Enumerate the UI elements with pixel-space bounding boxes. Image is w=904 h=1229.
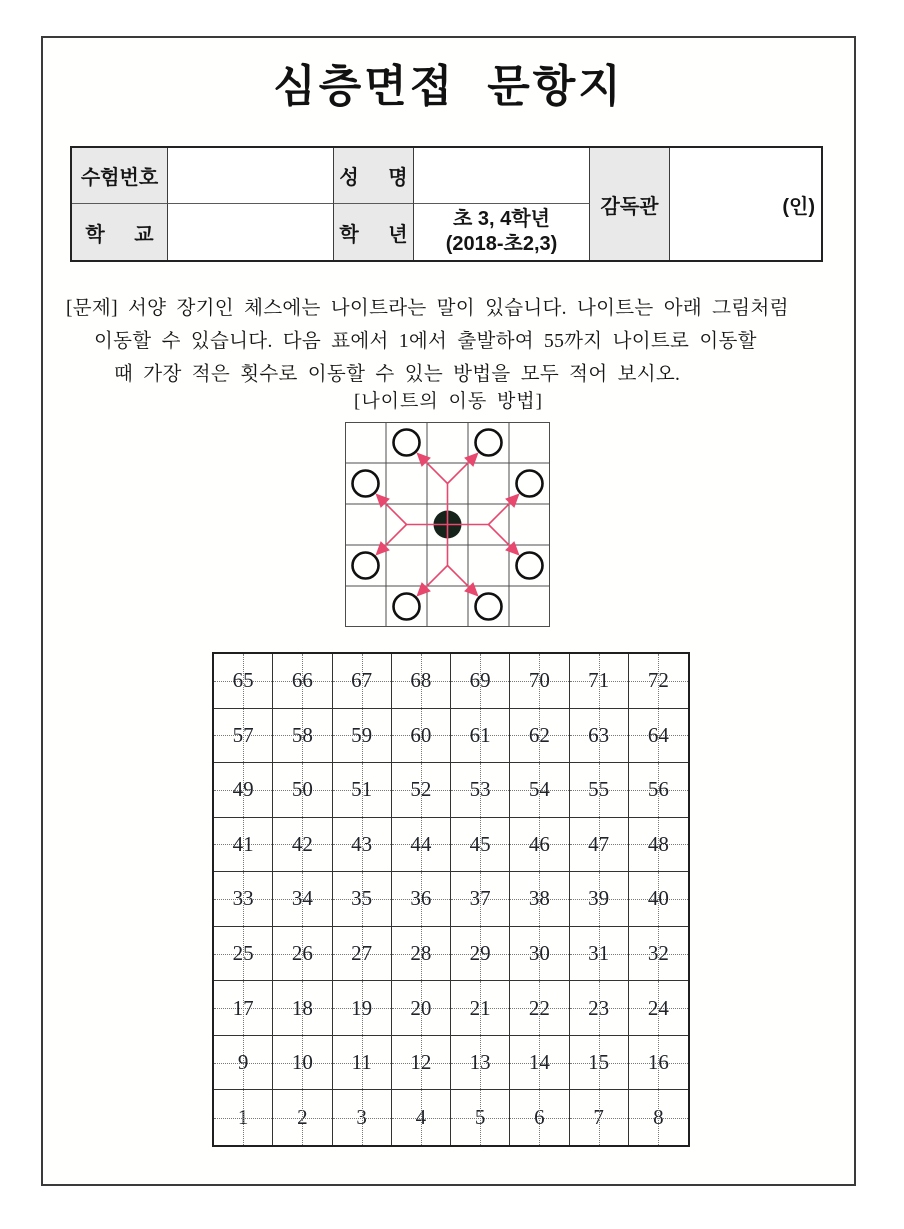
board-cell <box>273 872 332 927</box>
board-cell-number: 40 <box>647 886 669 911</box>
board-cell-number: 34 <box>291 886 313 911</box>
board-cell <box>273 927 332 982</box>
board-cell <box>333 818 392 873</box>
board-cell <box>629 872 688 927</box>
knight-path-line <box>489 525 510 546</box>
board-cell <box>392 818 451 873</box>
board-cell <box>570 981 629 1036</box>
board-cell <box>629 818 688 873</box>
exam-number-label: 수험번호 <box>72 148 168 204</box>
board-cell <box>333 654 392 709</box>
board-cell-number: 7 <box>593 1105 604 1130</box>
board-cell-number: 54 <box>528 777 550 802</box>
board-cell-number: 53 <box>469 777 491 802</box>
board-cell <box>214 1090 273 1145</box>
grade-value <box>414 204 590 260</box>
board-cell-number: 17 <box>232 995 254 1020</box>
board-cell <box>273 818 332 873</box>
school-field <box>168 204 334 260</box>
board-cell-number: 68 <box>410 668 432 693</box>
knight-diagram-caption: [나이트의 이동 방법] <box>354 391 543 412</box>
name-label: 성 명 <box>334 148 414 204</box>
board-cell <box>570 1090 629 1145</box>
grade-value-line2: (2018-초2,3) <box>445 233 558 255</box>
board-cell <box>392 927 451 982</box>
knight-target-circle <box>394 594 420 620</box>
board-cell <box>510 1090 569 1145</box>
board-cell <box>510 927 569 982</box>
board-cell <box>333 763 392 818</box>
board-cell-number: 23 <box>588 995 610 1020</box>
supervisor-seal-cell: (인) <box>782 195 815 218</box>
exam-number-field <box>168 148 334 204</box>
knight-target-circle <box>517 471 543 497</box>
board-cell-number: 15 <box>588 1050 610 1075</box>
knight-path-line <box>448 566 469 587</box>
board-cell-number: 13 <box>469 1050 491 1075</box>
knight-path-line <box>489 503 510 524</box>
board-cell <box>273 1036 332 1091</box>
board-cell-number: 6 <box>534 1105 545 1130</box>
board-cell-number: 50 <box>291 777 313 802</box>
board-cell-number: 24 <box>647 995 669 1020</box>
board-cell <box>333 981 392 1036</box>
board-cell-number: 25 <box>232 941 254 966</box>
knight-target-circle <box>476 594 502 620</box>
board-cell <box>392 763 451 818</box>
candidate-info-table <box>70 146 823 262</box>
board-cell-number: 38 <box>528 886 550 911</box>
board-cell-number: 26 <box>291 941 313 966</box>
board-cell <box>273 654 332 709</box>
board-cell <box>451 709 510 764</box>
board-cell-number: 18 <box>291 995 313 1020</box>
board-cell <box>273 1090 332 1145</box>
board-cell-number: 1 <box>237 1105 249 1130</box>
board-cell-number: 33 <box>232 886 254 911</box>
knight-path-line <box>426 462 447 483</box>
board-cell <box>214 872 273 927</box>
name-field <box>414 148 590 204</box>
board-cell <box>273 981 332 1036</box>
board-cell <box>451 763 510 818</box>
board-cell-number: 63 <box>588 722 610 747</box>
board-cell <box>392 1036 451 1091</box>
board-cell-number: 69 <box>469 668 491 693</box>
board-cell-number: 32 <box>647 941 669 966</box>
board-cell-number: 12 <box>410 1050 432 1075</box>
problem-statement <box>66 292 846 391</box>
board-cell-number: 39 <box>588 886 610 911</box>
board-cell-number: 60 <box>410 722 432 747</box>
board-cell-number: 20 <box>410 995 432 1020</box>
board-cell-number: 65 <box>232 668 254 693</box>
board-cell <box>214 763 273 818</box>
board-cell <box>214 927 273 982</box>
board-cell <box>629 709 688 764</box>
board-cell-number: 56 <box>647 777 669 802</box>
board-cell-number: 8 <box>653 1105 664 1130</box>
board-cell-number: 10 <box>291 1050 313 1075</box>
grade-value-line1: 초 3, 4학년 <box>453 208 550 230</box>
board-cell <box>333 872 392 927</box>
board-cell <box>510 1036 569 1091</box>
board-cell <box>510 709 569 764</box>
board-cell <box>629 1090 688 1145</box>
board-cell <box>273 763 332 818</box>
grade-label: 학 년 <box>334 204 414 260</box>
board-cell-number: 66 <box>291 668 313 693</box>
board-cell-number: 22 <box>528 995 550 1020</box>
knight-path-line <box>385 525 406 546</box>
board-cell <box>273 709 332 764</box>
board-cell-number: 36 <box>410 886 432 911</box>
board-cell-number: 52 <box>410 777 432 802</box>
board-cell <box>570 1036 629 1091</box>
board-cell-number: 30 <box>528 941 550 966</box>
knight-target-circle <box>476 430 502 456</box>
problem-line: [문제] 서양 장기인 체스에는 나이트라는 말이 있습니다. 나이트는 아래 그림처럼 <box>66 298 789 319</box>
board-cell-number: 31 <box>588 941 610 966</box>
board-cell-number: 46 <box>528 831 550 856</box>
knight-path-line <box>448 462 469 483</box>
board-cell <box>451 818 510 873</box>
board-cell-number: 29 <box>469 941 491 966</box>
board-cell <box>214 1036 273 1091</box>
board-cell-number: 2 <box>297 1105 308 1130</box>
board-cell-number: 47 <box>588 831 610 856</box>
knight-target-circle <box>517 553 543 579</box>
board-cell <box>333 1090 392 1145</box>
board-cell <box>629 654 688 709</box>
board-cell <box>214 818 273 873</box>
board-cell-number: 55 <box>588 777 610 802</box>
board-cell-number: 27 <box>351 941 373 966</box>
board-cell <box>629 981 688 1036</box>
board-cell-number: 71 <box>588 668 610 693</box>
board-cell <box>333 927 392 982</box>
knight-path-line <box>385 503 406 524</box>
board-cell-number: 51 <box>351 777 373 802</box>
board-cell-number: 42 <box>291 831 313 856</box>
board-cell-number: 35 <box>351 886 373 911</box>
board-cell <box>510 763 569 818</box>
knight-target-circle <box>353 553 379 579</box>
board-cell <box>214 654 273 709</box>
problem-line: 이동할 수 있습니다. 다음 표에서 1에서 출발하여 55까지 나이트로 이동할 <box>94 331 757 352</box>
board-cell <box>451 1036 510 1091</box>
board-cell-number: 72 <box>647 668 669 693</box>
board-cell-number: 21 <box>469 995 491 1020</box>
board-cell-number: 37 <box>469 886 491 911</box>
board-cell <box>510 981 569 1036</box>
board-cell-number: 28 <box>410 941 432 966</box>
board-cell-number: 45 <box>469 831 491 856</box>
school-label: 학 교 <box>72 204 168 260</box>
knight-move-diagram <box>345 422 550 627</box>
board-cell <box>451 927 510 982</box>
knight-target-circle <box>353 471 379 497</box>
board-cell <box>570 872 629 927</box>
board-cell <box>392 872 451 927</box>
board-cell-number: 59 <box>351 722 373 747</box>
board-cell-number: 3 <box>356 1105 367 1130</box>
board-cell-number: 14 <box>528 1050 550 1075</box>
board-cell-number: 64 <box>647 722 669 747</box>
knight-path-line <box>426 566 447 587</box>
board-cell <box>214 981 273 1036</box>
board-cell <box>629 927 688 982</box>
board-cell-number: 16 <box>647 1050 669 1075</box>
board-cell <box>510 654 569 709</box>
board-cell <box>392 654 451 709</box>
board-cell <box>451 872 510 927</box>
board-cell-number: 43 <box>351 831 373 856</box>
page-title: 심층면접 문항지 <box>273 62 624 111</box>
board-cell <box>333 1036 392 1091</box>
board-cell-number: 49 <box>232 777 254 802</box>
number-board <box>212 652 690 1147</box>
board-cell-number: 5 <box>474 1105 486 1130</box>
board-cell <box>510 872 569 927</box>
board-cell-number: 9 <box>237 1050 249 1075</box>
board-cell <box>570 927 629 982</box>
board-cell <box>570 709 629 764</box>
board-cell-number: 19 <box>351 995 373 1020</box>
board-cell <box>629 1036 688 1091</box>
board-cell <box>214 709 273 764</box>
board-cell-number: 58 <box>291 722 313 747</box>
board-cell <box>392 1090 451 1145</box>
board-cell <box>510 818 569 873</box>
board-cell <box>333 709 392 764</box>
board-cell <box>392 981 451 1036</box>
knight-target-circle <box>394 430 420 456</box>
board-cell-number: 57 <box>232 722 254 747</box>
problem-line: 때 가장 적은 횟수로 이동할 수 있는 방법을 모두 적어 보시오. <box>114 364 681 385</box>
board-cell-number: 41 <box>232 831 254 856</box>
board-cell <box>392 709 451 764</box>
board-cell <box>570 818 629 873</box>
board-cell-number: 44 <box>410 831 432 856</box>
board-cell-number: 70 <box>528 668 550 693</box>
board-cell <box>451 654 510 709</box>
board-cell-number: 62 <box>528 722 550 747</box>
board-cell-number: 48 <box>647 831 669 856</box>
board-cell-number: 67 <box>351 668 373 693</box>
board-cell <box>451 1090 510 1145</box>
board-cell <box>451 981 510 1036</box>
board-cell-number: 4 <box>415 1105 427 1130</box>
board-cell-number: 11 <box>351 1050 372 1075</box>
board-cell <box>570 763 629 818</box>
board-cell <box>570 654 629 709</box>
supervisor-label: 감독관 <box>590 148 670 260</box>
board-cell-number: 61 <box>469 722 491 747</box>
board-cell <box>629 763 688 818</box>
